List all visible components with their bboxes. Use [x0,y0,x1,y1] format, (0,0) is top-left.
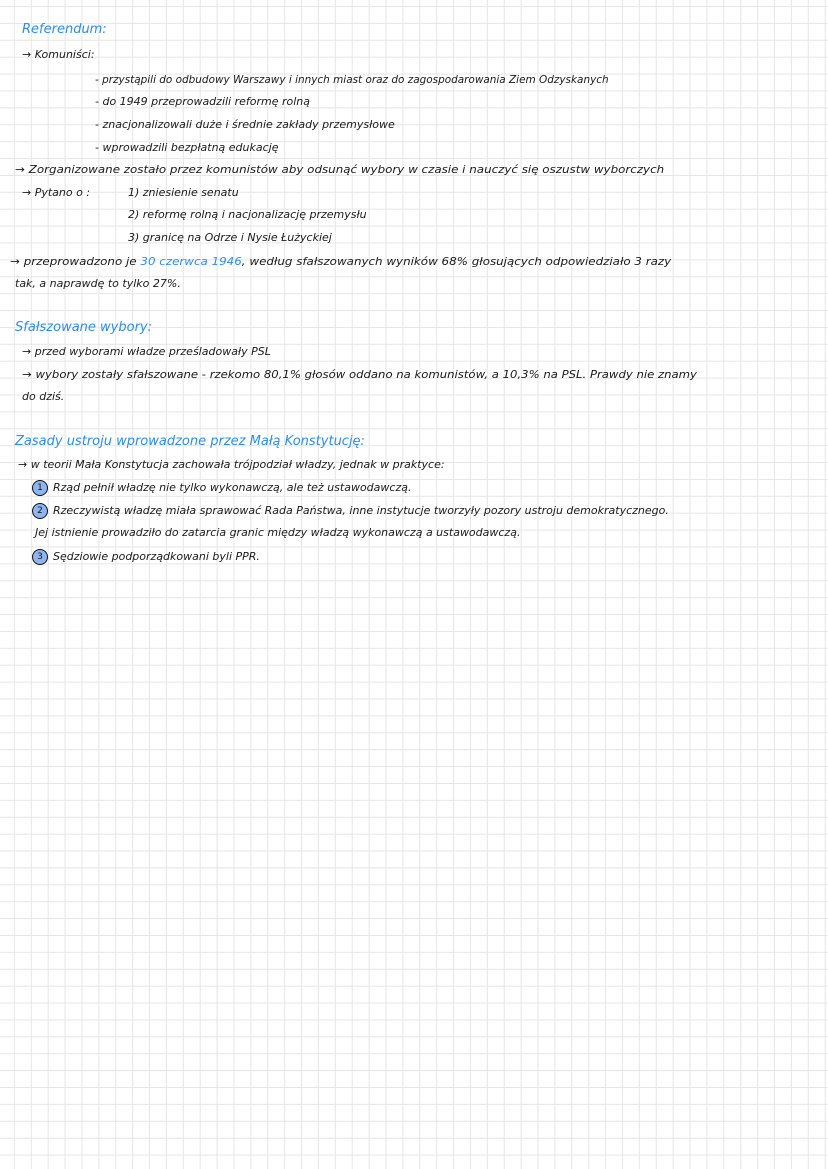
constitution-intro: → w teorii Mała Konstytucja zachowała trójpodział władzy, jednak w praktyce: [18,458,445,471]
bullet: - znacjonalizowali duże i średnie zakłady przemysłowe [95,118,395,131]
question: 3) granicę na Odrze i Nysie Łużyckiej [128,231,332,244]
organized-line: → Zorganizowane zostało przez komunistów aby odsunąć wybory w czasie i nauczyć się oszustw wyborczych [15,163,665,176]
falsified-heading: Sfałszowane wybory: [15,320,152,335]
asked-prefix: → Pytano o : [22,186,91,199]
held-cont: tak, a naprawdę to tylko 27%. [15,277,181,290]
bullet: - przystąpili do odbudowy Warszawy i innych miast oraz do zagospodarowania Ziem Odzyskanych [95,73,609,86]
point-cont: Jej istnienie prowadziło do zatarcia granic między władzą wykonawczą a ustawodawczą. [35,526,521,539]
bullet: - do 1949 przeprowadzili reformę rolną [95,95,311,108]
number-circle-icon: 1 [32,480,48,496]
number-circle-icon: 2 [32,503,48,519]
constitution-heading: Zasady ustroju wprowadzone przez Małą Konstytucję: [15,434,365,449]
falsified-line: do dziś. [22,390,65,403]
point-text: Sędziowie podporządkowani byli PPR. [53,550,260,563]
point-text: Rząd pełnił władzę nie tylko wykonawczą, ale też ustawodawczą. [53,481,412,494]
question: 2) reformę rolną i nacjonalizację przemysłu [128,208,367,221]
bullet: - wprowadzili bezpłatną edukację [95,141,279,154]
point [32,549,260,565]
referendum-heading: Referendum: [22,22,107,37]
point-text: Rzeczywistą władzę miała sprawować Rada Państwa, inne instytucje tworzyły pozory ustroju demokratycznego. [53,504,669,517]
held-line [10,254,671,270]
falsified-line: → wybory zostały sfałszowane - rzekomo 80,1% głosów oddano na komunistów, a 10,3% na PSL. Prawdy nie znamy [22,368,697,381]
falsified-line: → przed wyborami władze prześladowały PSL [22,345,271,358]
number-circle-icon: 3 [32,549,48,565]
held-date: 30 czerwca 1946 [140,255,242,268]
komunisci-label: → Komuniści: [22,48,95,61]
point [32,503,669,519]
held-rest: , według sfałszowanych wyników 68% głosujących odpowiedziało 3 razy [241,255,672,268]
held-prefix: → przeprowadzono je [10,255,137,268]
question: 1) zniesienie senatu [128,186,239,199]
point [32,480,411,496]
